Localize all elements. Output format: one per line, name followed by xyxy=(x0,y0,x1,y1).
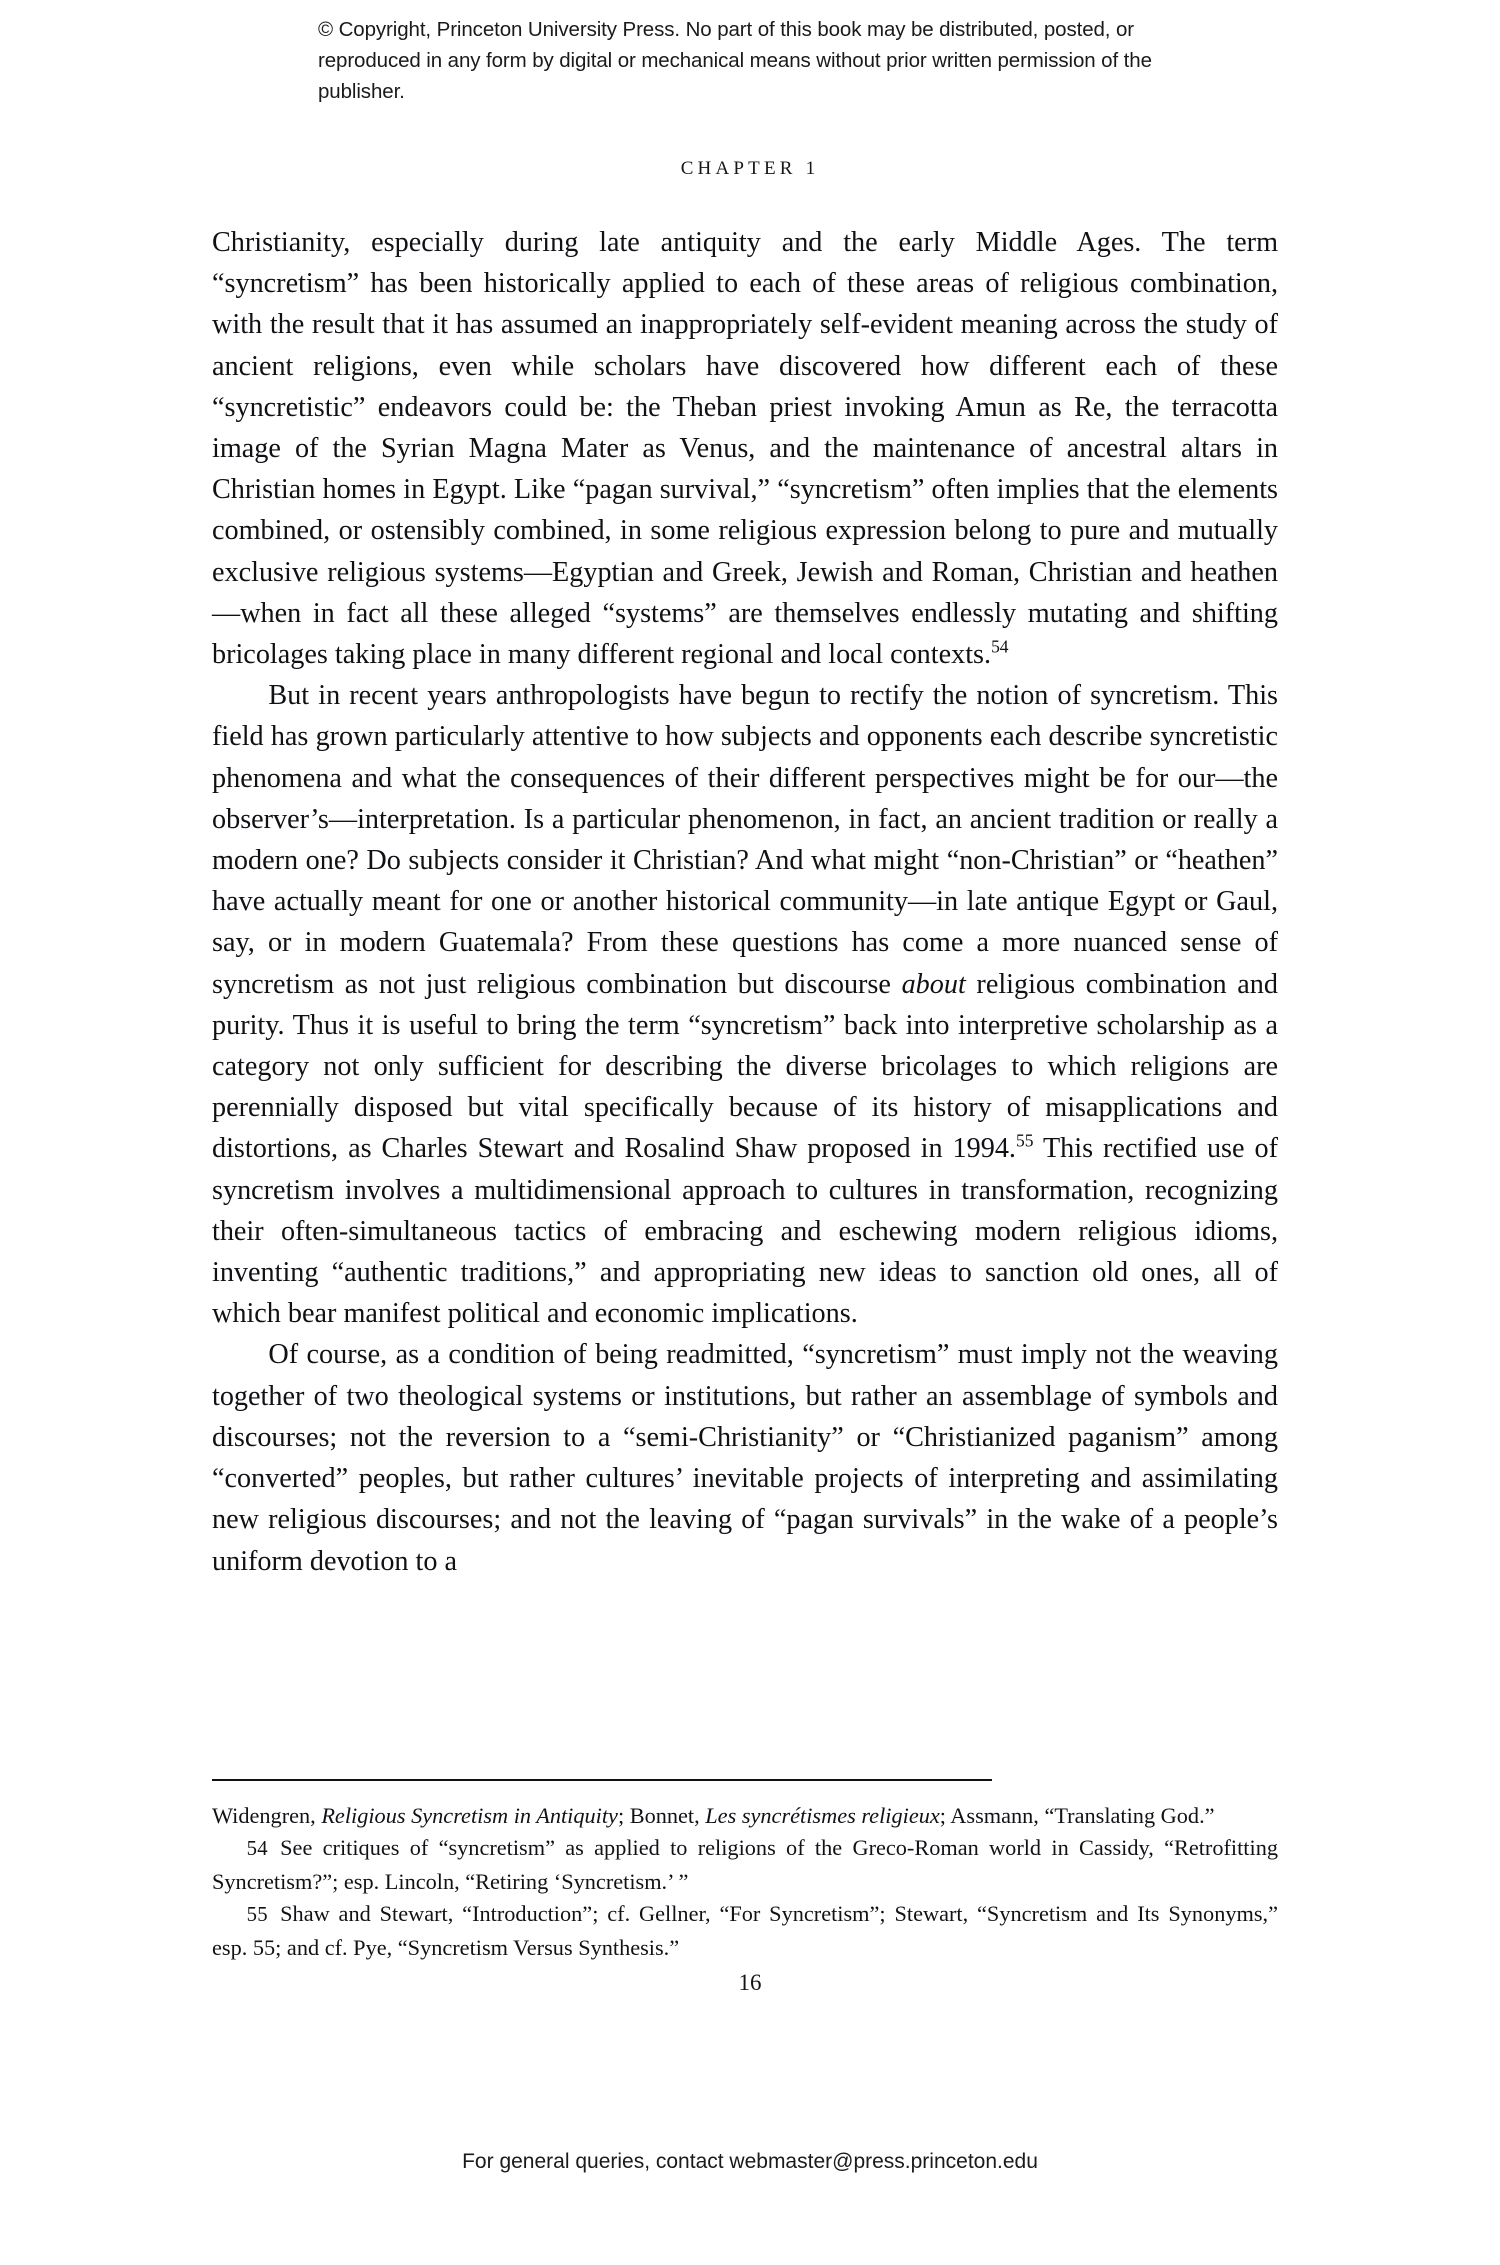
copyright-notice: © Copyright, Princeton University Press. No part of this book may be distributed, posted, or reproduced in any form by digital or mechanical means without prior written permission of the publisher. xyxy=(318,18,1152,103)
paragraph-2 xyxy=(212,675,1278,1334)
footnote-continued xyxy=(212,1800,1278,1832)
footnote-54-number: 54 xyxy=(246,1838,268,1861)
paragraph-3-text: Of course, as a condition of being readmitted, “syncretism” must imply not the weaving together of two theological systems or institutions, but rather an assemblage of symbols and discourses; not the reversion to a “semi-Christianity” or “Christianized paganism” among “converted” peoples, but rather cultures’ inevitable projects of interpreting and assimilating new religious discourses; and not the leaving of “pagan survivals” in the wake of a people’s uniform devotion to a xyxy=(212,1339,1278,1577)
footnote-ref-54[interactable]: 54 xyxy=(991,636,1009,657)
paragraph-3 xyxy=(212,1334,1278,1581)
page-number: 16 xyxy=(738,1970,762,1995)
footnote-continued-a: Widengren, xyxy=(212,1803,322,1828)
paragraph-1 xyxy=(212,222,1278,675)
footnote-54 xyxy=(212,1832,1278,1898)
paragraph-2-text-b: religious combination and purity. Thus it is useful to bring the term “syncretism” back into interpretive scholarship as a category not only sufficient for describing the diverse bricolages to which religions are perennially disposed but vital specifically because of its history of misapplications and distortions, as Charles Stewart and Rosalind Shaw proposed in 1994. xyxy=(212,968,1278,1165)
footnote-ref-55[interactable]: 55 xyxy=(1015,1131,1034,1152)
footnote-55-text: Shaw and Stewart, “Introduction”; cf. Gellner, “For Syncretism”; Stewart, “Syncretism and Its Synonyms,” esp. 55; and cf. Pye, “Syncretism Versus Synthesis.” xyxy=(212,1901,1278,1960)
footnote-54-text: See critiques of “syncretism” as applied to religions of the Greco-Roman world in Cassidy, “Retrofitting Syncretism?”; esp. Lincoln, “Retiring ‘Syncretism.’ ” xyxy=(212,1835,1278,1894)
chapter-running-head: CHAPTER 1 xyxy=(680,158,820,179)
footnote-continued-b: ; Bonnet, xyxy=(617,1803,706,1828)
footnote-55 xyxy=(212,1898,1278,1964)
paragraph-2-text-c: This rectified use of syncretism involves a multidimensional approach to cultures in transformation, recognizing their often-simultaneous tactics of embracing and eschewing modern religious idioms, inventing “authentic traditions,” and appropriating new ideas to sanction old ones, all of which bear manifest political and economic implications. xyxy=(212,1133,1278,1330)
footnote-separator-rule xyxy=(212,1779,992,1781)
footnote-title-les-syncretismes-religieux: Les syncrétismes religieux xyxy=(705,1803,940,1828)
footnote-title-religious-syncretism-in-antiquity: Religious Syncretism in Antiquity xyxy=(321,1803,618,1828)
paragraph-2-emphasis: about xyxy=(901,968,966,1000)
footnote-55-number: 55 xyxy=(246,1904,268,1927)
footnote-continued-c: ; Assmann, “Translating God.” xyxy=(939,1803,1215,1828)
footnote-block xyxy=(212,1800,1278,1964)
paragraph-1-text: Christianity, especially during late antiquity and the early Middle Ages. The term “syncretism” has been historically applied to each of these areas of religious combination, with the result that it has assumed an inappropriately self-evident meaning across the study of ancient religions, even while scholars have discovered how different each of these “syncretistic” endeavors could be: the Theban priest invoking Amun as Re, the terracotta image of the Syrian Magna Mater as Venus, and the maintenance of ancestral altars in Christian homes in Egypt. Like “pagan survival,” “syncretism” often implies that the elements combined, or ostensibly combined, in some religious expression belong to pure and mutually exclusive religious systems—Egyptian and Greek, Jewish and Roman, Christian and heathen—when in fact all these alleged “systems” are themselves endlessly mutating and shifting bricolages taking place in many different regional and local contexts. xyxy=(212,227,1278,671)
footer-contact-notice: For general queries, contact webmaster@press.princeton.edu xyxy=(462,2150,1038,2173)
body-text xyxy=(212,222,1278,1582)
paragraph-2-text-a: But in recent years anthropologists have begun to rectify the notion of syncretism. This field has grown particularly attentive to how subjects and opponents each describe syncretistic phenomena and what the consequences of their different perspectives might be for our—the observer’s—interpretation. Is a particular phenomenon, in fact, an ancient tradition or really a modern one? Do subjects consider it Christian? And what might “non-Christian” or “heathen” have actually meant for one or another historical community—in late antique Egypt or Gaul, say, or in modern Guatemala? From these questions has come a more nuanced sense of syncretism as not just religious combination but discourse xyxy=(212,680,1278,1000)
